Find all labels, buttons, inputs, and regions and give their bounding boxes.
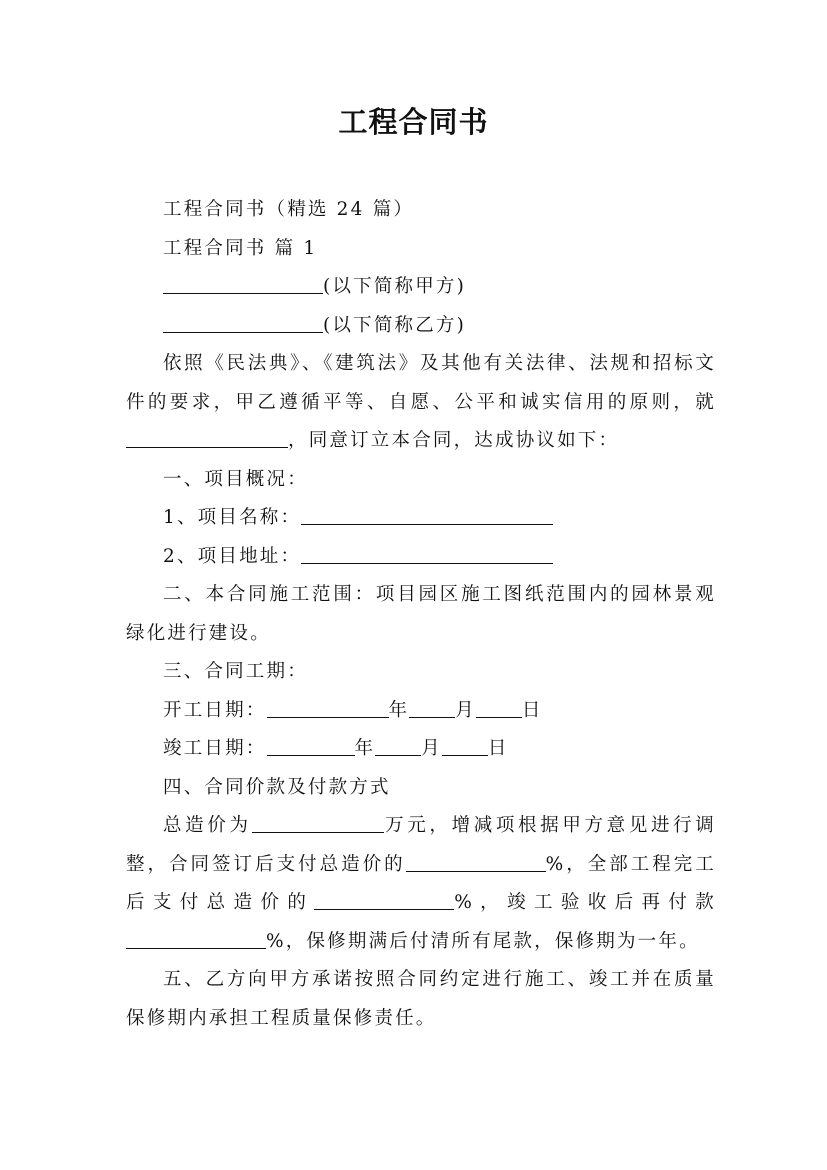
end-year-label: 年 (354, 738, 376, 759)
intro-paragraph (126, 345, 716, 461)
start-date-line (126, 692, 716, 731)
item-1-heading (126, 461, 716, 500)
end-year-blank (267, 736, 355, 756)
party-b-blank (163, 312, 323, 332)
party-a-line (126, 268, 716, 307)
item-3-text: 三、合同工期： (163, 661, 308, 682)
item-3-heading (126, 653, 716, 692)
end-day-label: 日 (487, 738, 509, 759)
project-address-line (126, 538, 716, 577)
item-4-text: 四、合同价款及付款方式 (163, 776, 391, 798)
price-text-1: 总造价为 (163, 815, 252, 836)
item-4-heading (126, 769, 716, 808)
start-year-label: 年 (388, 699, 410, 721)
end-month-blank (375, 736, 421, 756)
project-name-line (126, 499, 716, 538)
intro-text-2: ，同意订立本合同，达成协议如下： (288, 430, 620, 451)
end-month-label: 月 (421, 738, 442, 759)
item-5-paragraph (126, 961, 716, 1038)
price-text-3: %，全部工程完工后支付总造价的 (126, 853, 716, 913)
payment-paragraph (126, 807, 716, 961)
intro-text-1: 依照《民法典》、《建筑法》及其他有关法律、法规和招标文件的要求，甲乙遵循平等、自愿、公平和诚实信用的原则，就 (126, 353, 716, 413)
end-date-label: 竣工日期： (163, 738, 267, 759)
project-name-blank (301, 505, 553, 525)
project-address-label: 2、项目地址： (163, 545, 302, 567)
project-subject-blank (126, 428, 288, 448)
item-2-text: 二、本合同施工范围：项目园区施工图纸范围内的园林景观绿化进行建设。 (126, 584, 716, 644)
end-date-line (126, 730, 716, 769)
price-text-5: %，保修期满后付清所有尾款，保修期为一年。 (266, 930, 700, 952)
party-a-label: (以下简称甲方) (323, 276, 467, 297)
item-1-text: 一、项目概况： (163, 468, 308, 490)
end-day-blank (442, 736, 488, 756)
total-price-blank (252, 813, 384, 833)
item-2-paragraph (126, 576, 716, 653)
party-b-line (126, 307, 716, 346)
first-payment-blank (406, 851, 546, 871)
subtitle-line (126, 191, 716, 230)
document-body (126, 191, 716, 1038)
start-month-blank (409, 697, 455, 717)
document-title: 工程合同书 (338, 105, 489, 139)
start-day-label: 日 (521, 699, 543, 721)
subtitle-text: 工程合同书（精选 24 篇） (163, 199, 415, 220)
start-day-blank (476, 697, 522, 717)
section-heading-text: 工程合同书 篇 1 (163, 237, 318, 259)
acceptance-payment-blank (126, 928, 266, 948)
section-heading (126, 230, 716, 269)
project-name-label: 1、项目名称： (163, 507, 302, 528)
start-year-blank (267, 697, 389, 717)
price-text-4: %，竣工验收后再付款 (454, 892, 716, 913)
party-a-blank (163, 274, 323, 294)
start-date-label: 开工日期： (163, 699, 267, 721)
completion-payment-blank (314, 890, 454, 910)
item-5-text: 五、乙方向甲方承诺按照合同约定进行施工、竣工并在质量保修期内承担工程质量保修责任。 (126, 969, 716, 1029)
start-month-label: 月 (455, 699, 476, 721)
project-address-blank (301, 543, 553, 563)
price-text-2: 万元，增减项根据甲方意见进行调整，合同签订后支付总造价的 (126, 815, 716, 875)
party-b-label: (以下简称乙方) (323, 314, 467, 336)
